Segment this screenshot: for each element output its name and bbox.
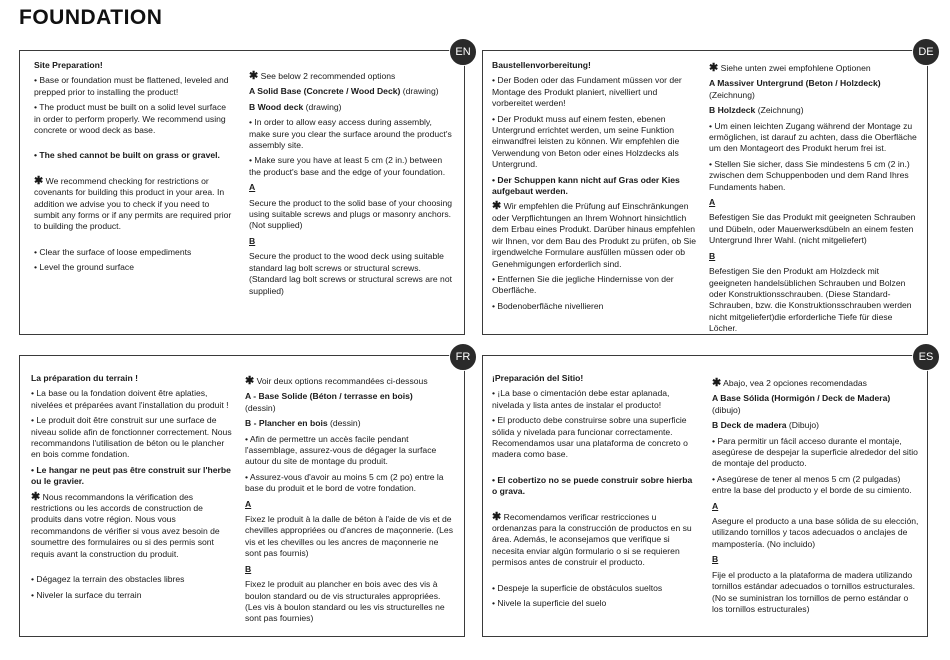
en-r8: B (249, 235, 256, 246)
fr-p5: • Dégagez la terrain des obstacles libres (31, 574, 185, 585)
de-heading: Baustellenvorbereitung! (492, 60, 591, 70)
en-left-column (34, 60, 234, 278)
es-r3-label: B Deck de madera (712, 420, 787, 431)
de-r5: • Stellen Sie sicher, dass Sie mindestens 5 cm (2 in.) zwischen dem Schuppenboden und dem Rand Ihres Fundaments haben. (709, 158, 910, 192)
en-p4: We recommend checking for restrictions or covenants for building this product in your area. In addition we advise you to check if you need to sumbit any forms or if any permits are required prior to building the product. (34, 175, 232, 232)
asterisk-icon: ✱ (709, 62, 719, 74)
fr-r9: Fixez le produit au plancher en bois avec des vis à boulon standard ou de vis structurales appropriées. (Les vis à boulon standard ou les vis structurelles ne sont pas fournies) (245, 579, 445, 624)
fr-p3: • Le hangar ne peut pas être construit sur l'herbe ou le gravier. (31, 464, 231, 487)
es-r3-note: (Dibujo) (786, 420, 819, 431)
asterisk-icon: ✱ (31, 490, 41, 503)
en-p3: • The shed cannot be built on grass or gravel. (34, 150, 220, 161)
es-r2-label: A Base Sólida (Hormigón / Deck de Madera) (712, 393, 891, 404)
fr-p6: • Niveler la surface du terrain (31, 589, 142, 600)
de-r1-row (709, 63, 917, 74)
es-r1: Abajo, vea 2 opciones recomendadas (723, 378, 867, 388)
lang-badge-de: DE (912, 38, 940, 66)
fr-r1: Voir deux options recommandées ci-dessous (256, 376, 428, 386)
lang-badge-en: EN (449, 38, 477, 66)
fr-r2-label: A - Base Solide (Béton / terrasse en bois) (245, 391, 413, 402)
fr-r4: • Afin de permettre un accès facile pendant l'assemblage, assurez-vous de dégager la surface autour du site de montage du produit. (245, 433, 437, 467)
es-p6: • Nivele la superficie del suelo (492, 598, 607, 609)
panel-es (482, 351, 934, 637)
en-r2-row (249, 86, 454, 97)
es-r3-row (712, 420, 920, 431)
es-r9: Fije el producto a la plataforma de madera utilizando tornillos estándar adecuados o tornillos estructurales. (No se suministran los tornillos de perno estándar o los tornillos estructurales) (712, 569, 916, 614)
es-r6: A (712, 500, 719, 511)
de-p4-row (492, 201, 697, 269)
fr-right-column (245, 376, 457, 629)
es-r8: B (712, 554, 719, 565)
es-p4-row (492, 512, 697, 569)
de-p5: • Entfernen Sie die jegliche Hindernisse von der Oberfläche. (492, 273, 674, 296)
fr-r5: • Assurez-vous d'avoir au moins 5 cm (2 po) entre la base du produit et le bord de votre fondation. (245, 471, 444, 494)
asterisk-icon: ✱ (245, 375, 255, 387)
fr-r1-row (245, 376, 457, 387)
fr-r3-note: (dessin) (327, 418, 361, 429)
asterisk-icon: ✱ (492, 200, 502, 213)
asterisk-icon: ✱ (249, 70, 259, 82)
fr-p2: • Le produit doit être construit sur une surface de niveau solide afin de fonctionner correctement. Nous recommandons l'utilisation de béton ou le plancher en bois comme fondation. (31, 415, 232, 460)
en-r3-label: B Wood deck (249, 101, 304, 112)
es-p5: • Despeje la superficie de obstáculos sueltos (492, 582, 663, 593)
en-p4-row (34, 176, 234, 233)
de-r9: Befestigen Sie den Produkt am Holzdeck mit geeigneten handelsüblichen Schrauben und Bolzen oder Konstruktionsschrauben. (Diese Standard-Schrauben, bzw. die Konstruktionsschrauben werden nicht mitgeliefert)die erforderliche Tiefe für diese Löcher. (709, 266, 912, 334)
fr-r2-note: (dessin) (245, 402, 276, 413)
en-r3-note: (drawing) (303, 101, 342, 112)
en-r4: • In order to allow easy access during assembly, make sure you clear the surface around the product's assembly site. (249, 117, 452, 151)
en-r2-note: (drawing) (400, 86, 439, 97)
en-r9: Secure the product to the wood deck using suitable standard lag bolt screws or structural screws. (Standard lag bolt screws or structural screws are not supplied) (249, 251, 452, 296)
de-r2-label: A Massiver Untergrund (Beton / Holzdeck) (709, 78, 881, 89)
asterisk-icon: ✱ (712, 377, 722, 389)
en-r1: See below 2 recommended options (260, 71, 396, 81)
es-r2-row (712, 393, 920, 416)
de-r4: • Um einen leichten Zugang während der Montage zu ermöglichen, ist darauf zu achten, dass die Oberfläche um den Montageort des Produkt herum frei ist. (709, 120, 917, 154)
es-left-column (492, 373, 697, 614)
asterisk-icon: ✱ (492, 510, 502, 523)
es-right-column (712, 378, 920, 619)
page-title: FOUNDATION (19, 6, 163, 29)
de-r1: Siehe unten zwei empfohlene Optionen (720, 63, 871, 73)
de-p3: • Der Schuppen kann nicht auf Gras oder Kies aufgebaut werden. (492, 174, 680, 197)
de-r7: Befestigen Sie das Produkt mit geeigneten Schrauben und Dübeln, oder Mauerwerksdübeln an einem festen Untergrund Ihrer Wahl. (nicht mitgeliefert) (709, 212, 916, 246)
de-p1: • Der Boden oder das Fundament müssen vor der Montage des Produkt planiert, nivelliert und vorbereitet werden! (492, 75, 682, 109)
fr-p4-row (31, 492, 234, 560)
fr-r3-label: B - Plancher en bois (245, 418, 328, 429)
panel-de (482, 46, 934, 335)
en-heading: Site Preparation! (34, 60, 103, 70)
en-r6: A (249, 182, 256, 193)
es-heading: ¡Preparación del Sitio! (492, 373, 584, 383)
en-r5: • Make sure you have at least 5 cm (2 in.) between the product's base and the edge of your foundation. (249, 155, 446, 177)
es-r1-row (712, 378, 920, 389)
es-p1: • ¡La base o cimentación debe estar aplanada, nivelada y lista antes de instalar el producto! (492, 388, 670, 410)
de-r8: B (709, 250, 716, 261)
fr-r2-row (245, 391, 457, 414)
es-r7: Asegure el producto a una base sólida de su elección, utilizando tornillos y tacos adecuados o anclajes de mampostería. (No incluido) (712, 516, 919, 549)
fr-r6: A (245, 498, 252, 509)
lang-badge-es: ES (912, 343, 940, 371)
en-p5: • Clear the surface of loose empediments (34, 246, 192, 257)
fr-r8: B (245, 563, 252, 574)
en-r3-row (249, 102, 454, 113)
en-right-column (249, 71, 454, 301)
fr-r3-row (245, 418, 457, 429)
panel-fr (19, 351, 471, 637)
fr-p1: • La base ou la fondation doivent être aplaties, nivelées et préparées avant l'installation du produit ! (31, 388, 229, 410)
panel-en (19, 46, 471, 335)
en-p6: • Level the ground surface (34, 262, 134, 273)
es-p2: • El producto debe construirse sobre una superficie sólida y nivelada para funcionar correctamente. Recomendamos usar una plataforma de concreto o madera como base. (492, 415, 688, 460)
fr-heading: La préparation du terrain ! (31, 373, 138, 383)
de-r2-note: (Zeichnung) (709, 89, 755, 100)
de-p4: Wir empfehlen die Prüfung auf Einschränkungen oder Verpflichtungen an Ihrem Wohnort hinsichtlich dem Erbau eines Produkt. Darüber hinaus empfehlen wir Ihnen, vor dem Bau des Produkt zu prüfen, ob Sie irgendwelche Formulare ausfüllen müssen oder ob Genehmigungen erforderlich sind. (492, 201, 696, 269)
en-r1-row (249, 71, 454, 82)
en-r2-label: A Solid Base (Concrete / Wood Deck) (249, 86, 401, 97)
es-r4: • Para permitir un fácil acceso durante el montaje, asegúrese de despejar la superficie alrededor del sitio de montaje del producto. (712, 435, 918, 469)
de-right-column (709, 63, 917, 339)
de-r3-label: B Holzdeck (709, 105, 756, 116)
lang-badge-fr: FR (449, 343, 477, 371)
en-r7: Secure the product to the solid base of your choosing using suitable screws and plugs or masonry anchors. (Not supplied) (249, 197, 453, 231)
de-left-column (492, 60, 697, 316)
de-p6: • Bodenoberfläche nivellieren (492, 300, 604, 311)
fr-r7: Fixez le produit à la dalle de béton à l'aide de vis et de chevilles appropriées ou d'ancres de maçonnerie. (Les vis et les chevilles ou les ancres de maçonnerie ne sont pas fournis) (245, 514, 454, 559)
de-r6: A (709, 197, 716, 208)
fr-p4: Nous recommandons la vérification des restrictions ou les accords de construction de produits dans votre région. Nous vous recommandons de vérifier si vous avez besoin de soumettre des formulaires ou si des permis sont requis avant la construction du produit. (31, 491, 220, 559)
es-p4: Recomendamos verificar restricciones u ordenanzas para la construcción de productos en su área. Además, le aconsejamos que verifique si necesita enviar algún formulario o si se requieren permisos antes de construir el producto. (492, 511, 692, 568)
de-r2-row (709, 78, 917, 101)
en-p1: • Base or foundation must be flattened, leveled and prepped prior to installing the product! (34, 75, 229, 97)
es-r5: • Asegúrese de tener al menos 5 cm (2 pulgadas) entre la base del producto y el borde de su cimiento. (712, 473, 912, 496)
fr-left-column (31, 373, 234, 605)
es-r2-note: (dibujo) (712, 404, 741, 415)
de-p2: • Der Produkt muss auf einem festen, ebenen Untergrund errichtet werden, um seine Funktion einwandfrei leisten zu können. Wir empfehlen die Verwendung von Beton oder eines Holzdecks als Untergrund. (492, 113, 680, 170)
de-r3-row (709, 105, 917, 116)
asterisk-icon: ✱ (34, 174, 44, 187)
es-p3: • El cobertizo no se puede construir sobre hierba o grava. (492, 474, 693, 497)
en-p2: • The product must be built on a solid level surface in order to perform properly. We recommend using concrete or wood deck as base. (34, 102, 227, 136)
de-r3-note: (Zeichnung) (755, 105, 804, 116)
